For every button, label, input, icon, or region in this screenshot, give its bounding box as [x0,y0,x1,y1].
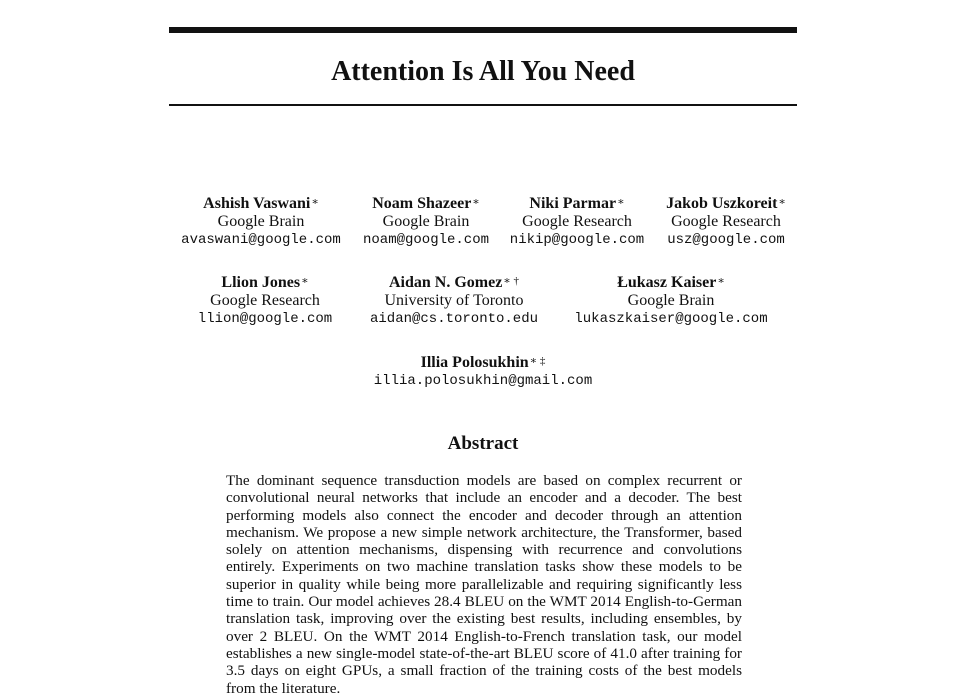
author-email: avaswani@google.com [181,232,341,248]
author-marks: ∗ [311,196,319,208]
author-email: aidan@cs.toronto.edu [369,311,539,327]
author-vaswani [181,195,341,249]
author-affiliation: Google Research [671,213,781,230]
author-name: Aidan N. Gomez∗ † [388,274,520,291]
author-affiliation: University of Toronto [384,292,524,309]
author-name: Niki Parmar∗ [529,195,625,212]
author-marks: ∗ [617,196,625,208]
title-bottom-rule [169,104,797,106]
author-marks: ∗ [301,275,309,287]
author-email: usz@google.com [667,232,785,248]
author-email: nikip@google.com [509,232,645,248]
author-marks: ∗ [778,196,786,208]
author-affiliation: Google Brain [382,213,470,230]
author-name: Illia Polosukhin∗ ‡ [420,354,546,371]
author-name: Llion Jones∗ [221,274,309,291]
author-kaiser [574,274,767,328]
author-affiliation: Google Brain [217,213,305,230]
author-email: noam@google.com [362,232,490,248]
author-shazeer [363,195,489,249]
author-email: lukaszkaiser@google.com [574,311,768,327]
author-marks: ∗ [472,196,480,208]
author-marks: ∗ † [503,275,520,287]
author-name: Łukasz Kaiser∗ [617,274,725,291]
author-affiliation: Google Research [522,213,632,230]
abstract-text: The dominant sequence transduction models are based on complex recurrent or convolutional neural networks that include an encoder and a decoder. The best performing models also connect the encoder and decoder through an attention mechanism. We propose a new simple network architecture, the Transformer, based solely on attention mechanisms, dispensing with recurrence and convolutions entirely. Experiments on two machine translation tasks show these models to be superior in quality while being more parallelizable and requiring significantly less time to train. Our model achieves 28.4 BLEU on the WMT 2014 English-to-German translation task, improving over the existing best results, including ensembles, by over 2 BLEU. On the WMT 2014 English-to-French translation task, our model establishes a new single-model state-of-the-art BLEU score of 41.0 after training for 3.5 days on eight GPUs, a small fraction of the training costs of the best models from the literature. [226,472,742,697]
author-uszkoreit [666,195,786,249]
author-marks: ∗ ‡ [529,355,546,367]
author-marks: ∗ [717,275,725,287]
author-parmar [510,195,644,249]
author-name: Jakob Uszkoreit∗ [666,195,786,212]
author-affiliation: Google Research [210,292,320,309]
paper-title: Attention Is All You Need [331,56,635,87]
author-email: illia.polosukhin@gmail.com [373,373,593,389]
title-top-rule [169,27,797,33]
author-gomez [370,274,538,328]
author-affiliation: Google Brain [627,292,715,309]
author-polosukhin [374,354,592,390]
author-name: Noam Shazeer∗ [372,195,480,212]
author-jones [198,274,332,328]
abstract-heading: Abstract [447,433,519,454]
author-email: llion@google.com [197,311,333,327]
author-name: Ashish Vaswani∗ [203,195,319,212]
